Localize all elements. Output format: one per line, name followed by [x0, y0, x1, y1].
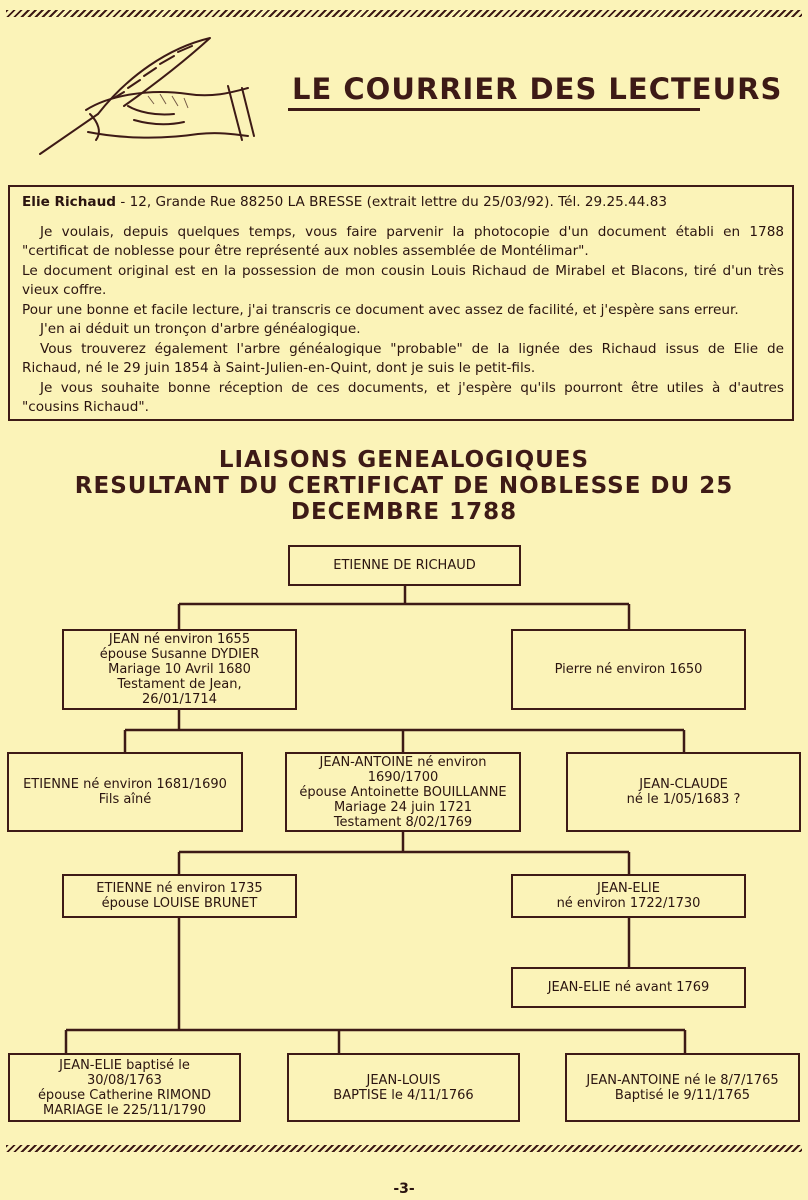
- letter-paragraph: Je vous souhaite bonne réception de ces documents, et j'espère qu'ils pourront être utiles à d'autres "cousins Richaud".: [22, 379, 784, 415]
- tree-node-pierre-1650: Pierre né environ 1650: [511, 629, 746, 710]
- letter-paragraph: Le document original est en la possession de mon cousin Louis Richaud de Mirabel et Blacons, tiré d'un très vieux coffre.: [22, 262, 784, 298]
- title-underline: [288, 108, 700, 111]
- letter-sender-line: [22, 193, 784, 213]
- tree-node-jean-louis: JEAN-LOUIS BAPTISE le 4/11/1766: [287, 1053, 520, 1122]
- tree-node-jean-antoine-1765: JEAN-ANTOINE né le 8/7/1765 Baptisé le 9/11/1765: [565, 1053, 800, 1122]
- bottom-hatched-border: [6, 1145, 802, 1152]
- tree-node-jean-elie-1763: JEAN-ELIE baptisé le 30/08/1763 épouse Catherine RIMOND MARIAGE le 225/11/1790: [8, 1053, 241, 1122]
- section-title-line1: LIAISONS GENEALOGIQUES: [218, 447, 590, 473]
- section-title-line2: RESULTANT DU CERTIFICAT DE NOBLESSE DU 25 DECEMBRE 1788: [74, 473, 734, 525]
- sender-name: Elie Richaud: [22, 194, 117, 210]
- tree-node-jean-antoine-1690: JEAN-ANTOINE né environ 1690/1700 épouse Antoinette BOUILLANNE Mariage 24 juin 1721 Testament 8/02/1769: [285, 752, 521, 832]
- page-number: -3-: [393, 1181, 415, 1197]
- reader-letter-box: [8, 185, 794, 421]
- letter-paragraph: Je voulais, depuis quelques temps, vous faire parvenir la photocopie d'un document établi en 1788 "certificat de noblesse pour être représenté aux nobles assemblée de Montélimar".: [22, 223, 784, 259]
- tree-node-jean-claude: JEAN-CLAUDE né le 1/05/1683 ?: [566, 752, 801, 832]
- letter-paragraph: Pour une bonne et facile lecture, j'ai transcris ce document avec assez de facilité, et j'espère sans erreur.: [22, 301, 739, 318]
- tree-node-jean-1655: JEAN né environ 1655 épouse Susanne DYDIER Mariage 10 Avril 1680 Testament de Jean, 26/01/1714: [62, 629, 297, 710]
- letter-paragraph: J'en ai déduit un tronçon d'arbre généalogique.: [40, 321, 361, 337]
- sender-details: - 12, Grande Rue 88250 LA BRESSE (extrait lettre du 25/03/92). Tél. 29.25.44.83: [116, 194, 668, 210]
- letter-paragraph: Vous trouverez également l'arbre généalogique "probable" de la lignée des Richaud issus de Elie de Richaud, né le 29 juin 1854 à Saint-Julien-en-Quint, dont je suis le petit-fils.: [22, 340, 784, 376]
- tree-node-etienne-1681: ETIENNE né environ 1681/1690 Fils aîné: [7, 752, 243, 832]
- tree-node-etienne-de-richaud: ETIENNE DE RICHAUD: [288, 545, 521, 586]
- tree-node-etienne-1735: ETIENNE né environ 1735 épouse LOUISE BRUNET: [62, 874, 297, 918]
- tree-node-jean-elie-1722: JEAN-ELIE né environ 1722/1730: [511, 874, 746, 918]
- top-hatched-border: [6, 10, 802, 17]
- tree-node-jean-elie-1769: JEAN-ELIE né avant 1769: [511, 967, 746, 1008]
- quill-hand-illustration: [28, 36, 258, 166]
- section-title: [0, 447, 808, 525]
- page-title: LE COURRIER DES LECTEURS: [292, 72, 783, 106]
